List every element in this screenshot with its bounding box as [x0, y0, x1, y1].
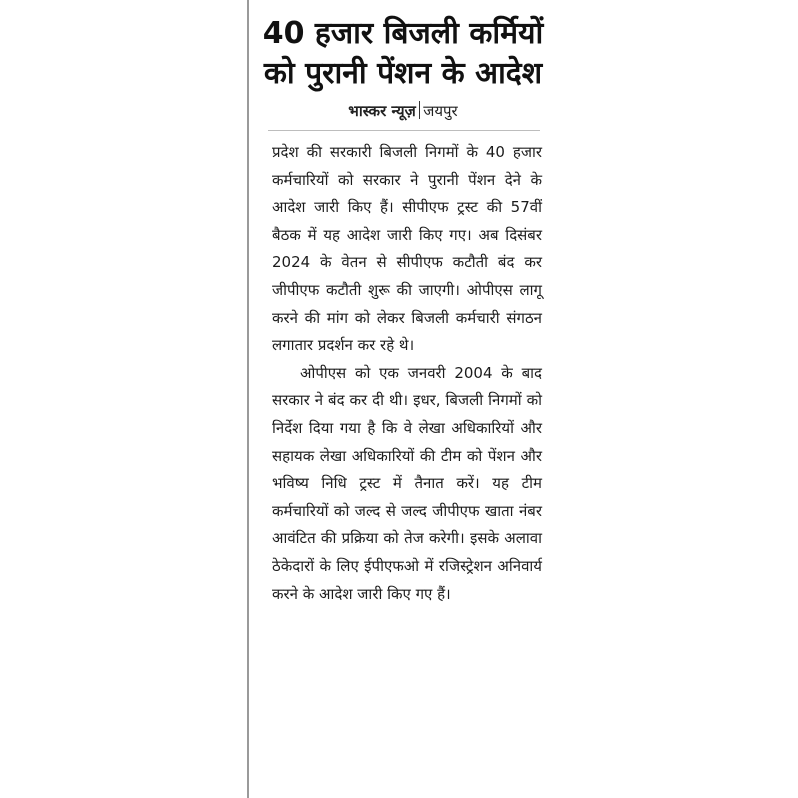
headline-line-1: 40 हजार बिजली कर्मियों [262, 16, 544, 51]
paragraph-1: प्रदेश की सरकारी बिजली निगमों के 40 हजार कर्मचारियों को सरकार ने पुरानी पेंशन देने के आदेश जारी किए हैं। सीपीएफ ट्रस्ट की 57वीं बैठक में यह आदेश जारी किए गए। अब दिसंबर 2024 के वेतन से सीपीएफ कटौती बंद कर जीपीएफ कटौती शुरू की जाएगी। ओपीएस लागू करने की मांग को लेकर बिजली कर्मचारी संगठन लगातार प्रदर्शन कर रहे थे। [272, 143, 542, 355]
article [258, 0, 548, 798]
byline-separator [419, 101, 421, 119]
headline [258, 14, 548, 94]
byline-agency: भास्कर न्यूज़ [348, 102, 416, 120]
column-divider [247, 0, 249, 798]
paragraph-2: ओपीएस को एक जनवरी 2004 के बाद सरकार ने बंद कर दी थी। इधर, बिजली निगमों को निर्देश दिया गया है कि वे लेखा अधिकारियों और सहायक लेखा अधिकारियों की टीम को पेंशन और भविष्य निधि ट्रस्ट में तैनात करें। यह टीम कर्मचारियों को जल्द से जल्द जीपीएफ खाता नंबर आवंटित की प्रक्रिया को तेज करेगी। इसके अलावा ठेकेदारों के लिए ईपीएफओ में रजिस्ट्रेशन अनिवार्य करने के आदेश जारी किए गए हैं। [272, 363, 542, 603]
article-body [272, 139, 542, 608]
byline-divider [268, 130, 540, 131]
byline-city: जयपुर [423, 102, 458, 120]
byline [258, 100, 548, 122]
headline-line-2: को पुरानी पेंशन के आदेश [263, 56, 543, 91]
